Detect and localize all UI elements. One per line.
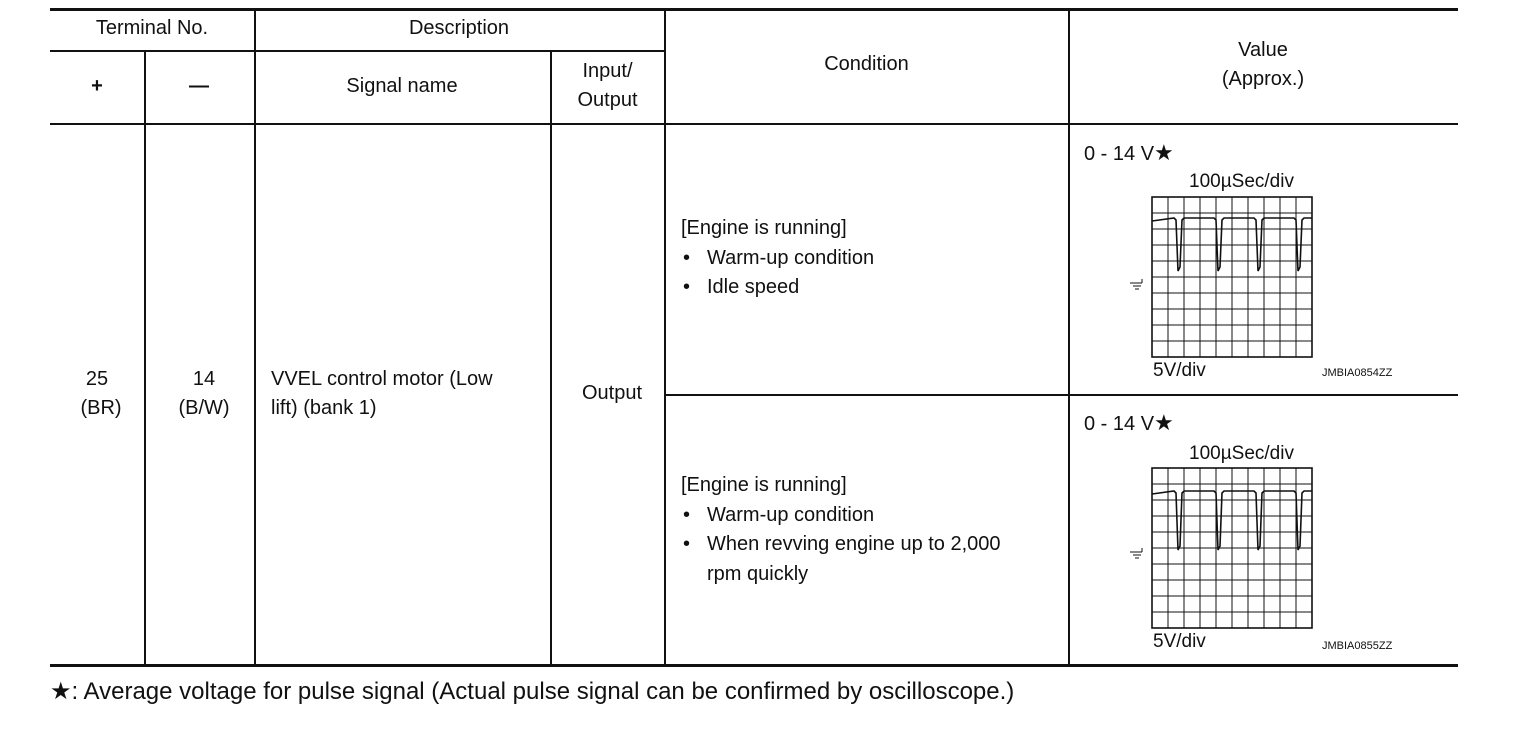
bullet-mark: • xyxy=(683,533,691,555)
header-value-1: Value xyxy=(1238,39,1288,61)
star-icon: ★ xyxy=(1154,410,1174,435)
io-value: Output xyxy=(581,382,643,404)
header-minus: — xyxy=(189,75,209,97)
condition-2-bullet-1: • Warm-up condition xyxy=(681,501,1001,531)
header-bottom-rule xyxy=(50,123,1458,125)
condition-2-bullet-2: • When revving engine up to 2,000 xyxy=(681,530,1001,560)
minus-terminal-color: (B/W) xyxy=(178,397,230,419)
header-terminal-no: Terminal No. xyxy=(95,17,209,39)
plus-terminal-number: 25 xyxy=(85,368,109,390)
header-input-output-2: Output xyxy=(577,89,638,111)
value-2-voltage: 0 - 14 V★ xyxy=(1084,410,1174,435)
header-plus: + xyxy=(91,75,103,97)
value-2-figure-id: JMBIA0855ZZ xyxy=(1322,640,1393,652)
col-divider-plus-minus xyxy=(144,50,146,666)
condition-1-bullet-1: • Warm-up condition xyxy=(681,244,874,274)
plus-terminal-color: (BR) xyxy=(80,397,122,419)
condition-2-title: [Engine is running] xyxy=(681,474,847,496)
col-divider-signal-io xyxy=(550,50,552,666)
value-2-volt-div: 5V/div xyxy=(1153,631,1206,652)
header-signal-name: Signal name xyxy=(346,75,458,97)
col-divider-terminal-description xyxy=(254,10,256,666)
bullet-mark: • xyxy=(683,276,691,298)
oscilloscope-trace-1 xyxy=(1126,195,1316,361)
condition-1-title: [Engine is running] xyxy=(681,217,847,239)
condition-1-bullet-2: • Idle speed xyxy=(681,273,874,303)
signal-name-line-2: lift) (bank 1) xyxy=(271,397,377,419)
condition-1 xyxy=(681,214,874,303)
condition-2 xyxy=(681,471,1001,589)
ground-marker xyxy=(1130,279,1142,289)
header-condition: Condition xyxy=(824,53,909,75)
star-icon: ★ xyxy=(1154,140,1174,165)
condition-row-divider xyxy=(665,394,1458,396)
table-bottom-rule xyxy=(50,664,1458,667)
value-2-time-div: 100µSec/div xyxy=(1189,443,1294,464)
ground-marker xyxy=(1130,548,1142,558)
header-input-output-1: Input/ xyxy=(582,60,633,82)
footnote: ★: Average voltage for pulse signal (Actual pulse signal can be confirmed by oscilloscope.) xyxy=(50,678,1015,705)
minus-terminal-number: 14 xyxy=(192,368,216,390)
value-1-figure-id: JMBIA0854ZZ xyxy=(1322,367,1393,379)
value-1-voltage: 0 - 14 V★ xyxy=(1084,140,1174,165)
condition-2-bullet-2-cont: rpm quickly xyxy=(707,562,809,585)
bullet-mark: • xyxy=(683,503,691,526)
signal-name-line-1: VVEL control motor (Low xyxy=(271,368,493,390)
oscilloscope-trace-2 xyxy=(1126,466,1316,632)
header-value-2: (Approx.) xyxy=(1221,68,1305,90)
terminal-header-divider xyxy=(50,50,665,52)
bullet-mark: • xyxy=(683,246,691,269)
value-1-volt-div: 5V/div xyxy=(1153,360,1206,381)
header-description: Description xyxy=(408,17,510,39)
table-top-rule xyxy=(50,8,1458,11)
value-1-time-div: 100µSec/div xyxy=(1189,171,1294,192)
col-divider-condition-value xyxy=(1068,10,1070,666)
